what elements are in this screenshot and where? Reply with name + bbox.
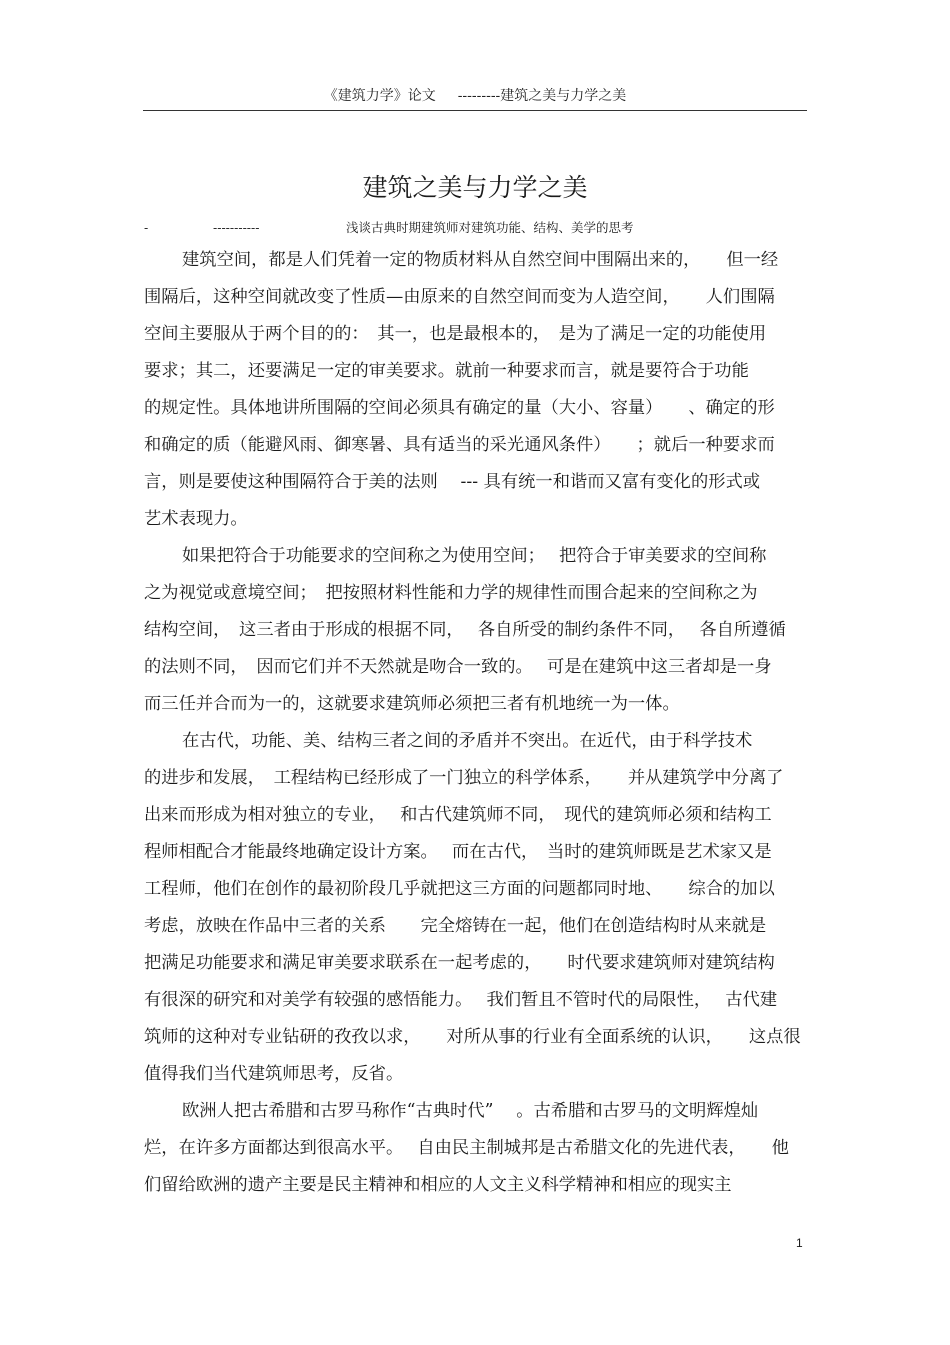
body-line: 艺术表现力。 — [144, 509, 248, 529]
body-line: 筑师的这种对专业钻研的孜孜以求， 对所从事的行业有全面系统的认识， 这点很 — [144, 1027, 801, 1047]
body-line: 空间主要服从于两个目的的： 其一，也是最根本的， 是为了满足一定的功能使用 — [144, 324, 767, 344]
body-line: 有很深的研究和对美学有较强的感悟能力。 我们暂且不管时代的局限性， 古代建 — [144, 990, 778, 1010]
body-line: 考虑，放映在作品中三者的关系 完全熔铸在一起，他们在创造结构时从来就是 — [144, 916, 767, 936]
body-line: 建筑空间，都是人们凭着一定的物质材料从自然空间中围隔出来的， 但一经 — [182, 250, 779, 270]
body-line: 欧洲人把古希腊和古罗马称作“古典时代” 。古希腊和古罗马的文明辉煌灿 — [182, 1101, 759, 1121]
subtitle-dash: - — [144, 220, 149, 235]
subtitle-dashes: ----------- — [213, 220, 260, 235]
page-number: 1 — [796, 1236, 803, 1250]
body-line: 而三任并合而为一的，这就要求建筑师必须把三者有机地统一为一体。 — [144, 694, 680, 714]
body-line: 的法则不同， 因而它们并不天然就是吻合一致的。 可是在建筑中这三者却是一身 — [144, 657, 772, 677]
body-line: 在古代，功能、美、结构三者之间的矛盾并不突出。在近代，由于科学技术 — [182, 731, 753, 751]
body-line: 值得我们当代建筑师思考，反省。 — [144, 1064, 404, 1084]
body-line: 围隔后，这种空间就改变了性质—由原来的自然空间而变为人造空间， 人们围隔 — [144, 287, 775, 307]
document-title: 建筑之美与力学之美 — [362, 173, 588, 202]
body-line: 之为视觉或意境空间； 把按照材料性能和力学的规律性而围合起来的空间称之为 — [144, 583, 758, 603]
body-line: 出来而形成为相对独立的专业， 和古代建筑师不同， 现代的建筑师必须和结构工 — [144, 805, 772, 825]
subtitle: 浅谈古典时期建筑师对建筑功能、结构、美学的思考 — [346, 220, 634, 235]
body-line: 言，则是要使这种围隔符合于美的法则 --- 具有统一和谐而又富有变化的形式或 — [144, 472, 761, 492]
body-line: 的规定性。具体地讲所围隔的空间必须具有确定的量（大小、容量） 、确定的形 — [144, 398, 775, 418]
header-left: 《建筑力学》论文 — [323, 88, 436, 104]
body-text — [144, 242, 808, 1204]
body-line: 工程师，他们在创作的最初阶段几乎就把这三方面的问题都同时地、 综合的加以 — [144, 879, 775, 899]
header-right: ---------建筑之美与力学之美 — [457, 88, 627, 104]
page-header — [0, 86, 950, 106]
body-line: 和确定的质（能避风雨、御寒暑、具有适当的采光通风条件） ；就后一种要求而 — [144, 435, 775, 455]
body-line: 结构空间， 这三者由于形成的根据不同， 各自所受的制约条件不同， 各自所遵循 — [144, 620, 786, 640]
header-divider — [143, 110, 807, 111]
body-line: 把满足功能要求和满足审美要求联系在一起考虑的， 时代要求建筑师对建筑结构 — [144, 953, 775, 973]
body-line: 的进步和发展， 工程结构已经形成了一门独立的科学体系， 并从建筑学中分离了 — [144, 768, 784, 788]
body-line: 程师相配合才能最终地确定设计方案。 而在古代， 当时的建筑师既是艺术家又是 — [144, 842, 772, 862]
body-line: 烂，在许多方面都达到很高水平。 自由民主制城邦是古希腊文化的先进代表， 他 — [144, 1138, 789, 1158]
body-line: 们留给欧洲的遗产主要是民主精神和相应的人文主义科学精神和相应的现实主 — [144, 1175, 732, 1195]
body-line: 要求；其二，还要满足一定的审美要求。就前一种要求而言，就是要符合于功能 — [144, 361, 749, 381]
body-line: 如果把符合于功能要求的空间称之为使用空间； 把符合于审美要求的空间称 — [182, 546, 767, 566]
